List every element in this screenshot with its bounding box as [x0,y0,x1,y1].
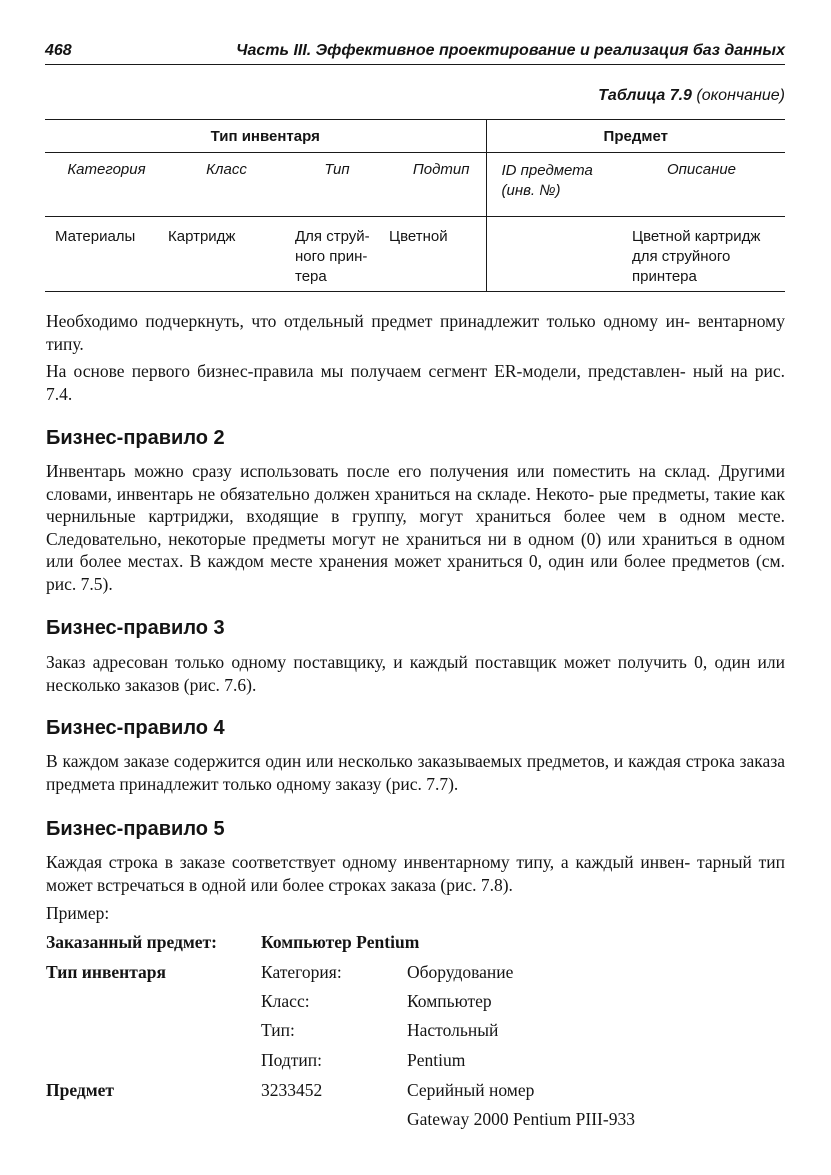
paragraph-rule-2: Инвентарь можно сразу использовать после его получения или поместить на склад. Другими словами, инвентарь не обязательно должен храниться на складе. Некото- рые предметы, такие как чернильные картриджи, входящие в группу, могут храниться более чем в одном месте. Следовательно, некоторые предметы могут не храниться ни в одном (0) или храниться в одном или более местах. В каждом месте хранения может храниться 0, один или более предметов (см. рис. 7.5). [46,461,785,594]
paragraph-rule-4: В каждом заказе содержится один или несколько заказываемых предметов, и каждая строка заказа предмета принадлежит только одному заказу (рис. 7.7). [46,751,785,794]
table-caption-note: (окончание) [691,87,785,104]
col-header-type: Тип [285,153,389,217]
example-label: Пример: [46,903,110,923]
cell-type: Для струй- ного прин- тера [285,217,389,292]
heading-rule-3: Бизнес-правило 3 [46,617,225,639]
cell-item-id [486,217,618,292]
inventory-type-label: Тип инвентаря [46,962,167,982]
table-caption [598,87,785,105]
ordered-item-label: Заказанный предмет: [46,932,217,952]
type-label: Тип: [261,1020,295,1040]
cell-description: Цветной картридж для струйного принтера [618,217,785,292]
subtype-label: Подтип: [261,1050,323,1070]
col-header-class: Класс [168,153,285,217]
class-value: Компьютер [407,991,492,1011]
col-header-item-id: ID предмета (инв. №) [486,153,618,217]
serial-label: Серийный номер [407,1080,535,1100]
ordered-item-value: Компьютер Pentium [261,932,420,952]
running-header [45,38,785,65]
cell-subtype: Цветной [389,217,486,292]
paragraph-item-note: Необходимо подчеркнуть, что отдельный предмет принадлежит только одному ин- вентарному типу. [46,311,785,354]
paragraph-rule-5: Каждая строка в заказе соответствует одному инвентарному типу, а каждый инвен- тарный тип может встречаться в одной или более строках заказа (рис. 7.8). [46,852,785,895]
category-value: Оборудование [407,962,514,982]
group-header-inventory-type: Тип инвентаря [45,120,486,153]
page-number: 468 [45,42,72,59]
item-id: 3233452 [261,1080,323,1100]
col-header-subtype: Подтип [389,153,486,217]
table-sub-header-row [45,153,785,217]
type-value: Настольный [407,1020,499,1040]
group-header-item: Предмет [486,120,785,153]
col-header-description: Описание [618,153,785,217]
cell-category: Материалы [45,217,168,292]
table-row [45,217,785,292]
subtype-value: Pentium [407,1050,466,1070]
paragraph-er-segment: На основе первого бизнес-правила мы получаем сегмент ER-модели, представлен- ный на рис. 7.4. [46,361,785,404]
heading-rule-2: Бизнес-правило 2 [46,427,225,449]
part-title: Часть III. Эффективное проектирование и реализация баз данных [236,42,785,59]
col-header-category: Категория [45,153,168,217]
table-group-header-row [45,120,785,153]
heading-rule-4: Бизнес-правило 4 [46,717,225,739]
item-label: Предмет [46,1080,115,1100]
table-caption-number: Таблица 7.9 [598,87,692,104]
inventory-table [45,119,785,292]
category-label: Категория: [261,962,342,982]
paragraph-rule-3: Заказ адресован только одному поставщику, и каждый поставщик может получить 0, один или несколько заказов (рис. 7.6). [46,652,785,695]
class-label: Класс: [261,991,310,1011]
serial-value: Gateway 2000 Pentium PIII-933 [407,1109,635,1129]
cell-class: Картридж [168,217,285,292]
heading-rule-5: Бизнес-правило 5 [46,818,225,840]
